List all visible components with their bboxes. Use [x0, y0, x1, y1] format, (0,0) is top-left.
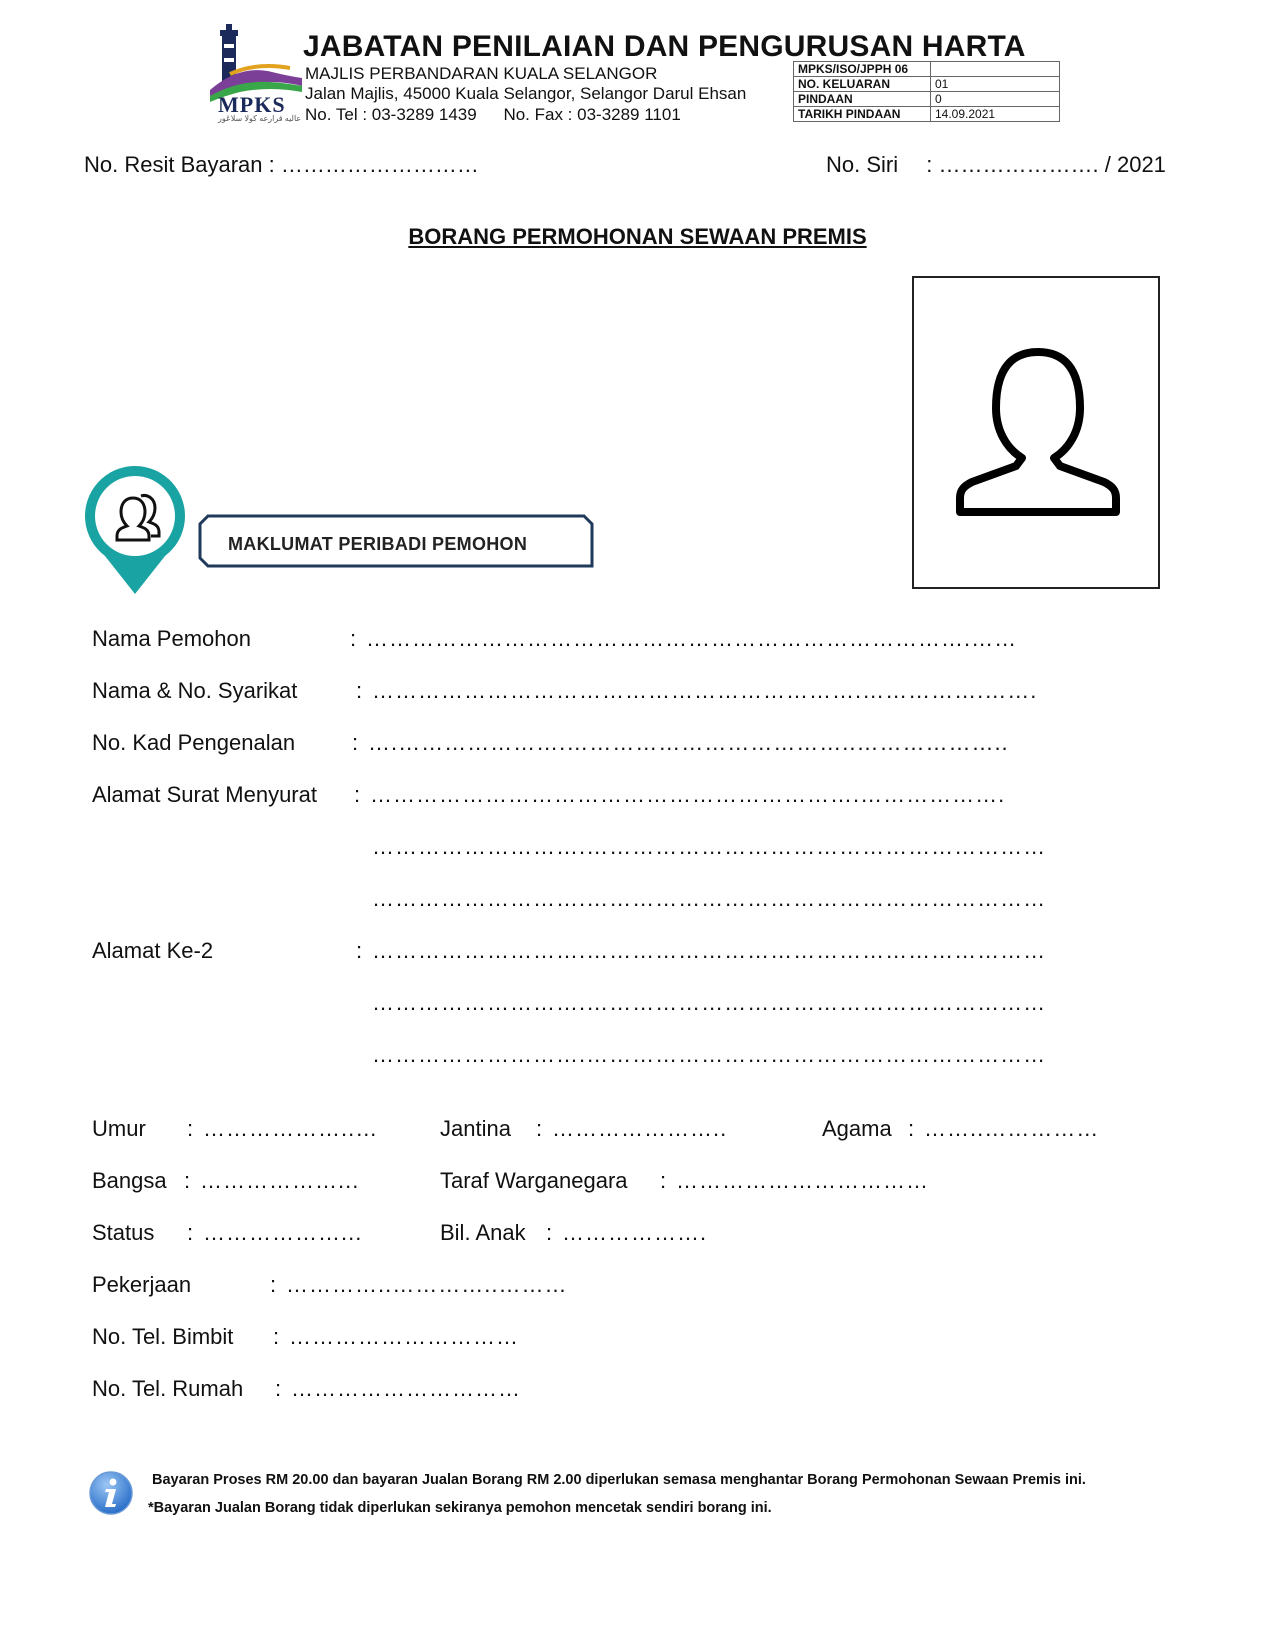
field-label: Nama & No. Syarikat — [92, 678, 298, 703]
serial-colon: : — [926, 152, 933, 177]
meta-key: TARIKH PINDAAN — [794, 107, 931, 122]
doc-code-blank — [931, 62, 1060, 77]
field-label: Bangsa — [92, 1168, 167, 1193]
field-input[interactable]: ……………………….…………………………………………………… — [372, 938, 1047, 963]
photo-box[interactable] — [912, 276, 1160, 589]
field-colon: : — [536, 1116, 543, 1141]
field-colon: : — [187, 1116, 194, 1141]
form-title: BORANG PERMOHONAN SEWAAN PREMIS — [408, 224, 867, 249]
field-colon: : — [275, 1376, 282, 1401]
field-input[interactable]: ……………………….…………………………………………………… — [372, 886, 1047, 911]
meta-value: 0 — [931, 92, 1060, 107]
table-row — [794, 107, 1060, 122]
serial-number-line[interactable] — [826, 152, 1166, 178]
field-colon: : — [184, 1168, 191, 1193]
field-input[interactable]: ……………………………………………………….………………. — [370, 782, 1006, 807]
section-title: MAKLUMAT PERIBADI PEMOHON — [228, 534, 528, 554]
meta-value: 14.09.2021 — [931, 107, 1060, 122]
doc-code: MPKS/ISO/JPPH 06 — [794, 62, 931, 77]
table-row — [794, 77, 1060, 92]
info-icon — [88, 1470, 134, 1521]
field-colon: : — [350, 626, 357, 651]
receipt-label: No. Resit Bayaran : — [84, 152, 275, 177]
field-input[interactable]: ………………. — [562, 1220, 708, 1245]
field-input[interactable]: ………………... — [200, 1168, 360, 1193]
field-label: Bil. Anak — [440, 1220, 526, 1245]
serial-year: / 2021 — [1104, 152, 1166, 177]
field-input[interactable]: ……………………….…………………………………………………… — [372, 990, 1047, 1015]
field-colon: : — [352, 730, 359, 755]
field-colon: : — [356, 938, 363, 963]
field-label: No. Tel. Rumah — [92, 1376, 244, 1401]
field-colon: : — [273, 1324, 280, 1349]
field-label: Nama Pemohon — [92, 626, 251, 651]
person-icon — [952, 348, 1124, 518]
council-name: MAJLIS PERBANDARAN KUALA SELANGOR — [305, 64, 658, 83]
field-input[interactable]: …………………………… — [676, 1168, 929, 1193]
field-label: Jantina — [440, 1116, 511, 1141]
field-input[interactable]: ………………... — [203, 1220, 363, 1245]
serial-label: No. Siri — [826, 152, 899, 177]
telephone-number: No. Tel : 03-3289 1439 — [305, 105, 477, 124]
department-name: JABATAN PENILAIAN DAN PENGURUSAN HARTA — [303, 30, 1026, 63]
contact-line — [305, 105, 703, 125]
document-control-table — [793, 61, 1060, 122]
field-input[interactable]: ………………..… — [203, 1116, 379, 1141]
user-pin-icon — [83, 466, 187, 601]
field-colon: : — [546, 1220, 553, 1245]
payment-note: Bayaran Proses RM 20.00 dan bayaran Jualan Borang RM 2.00 diperlukan semasa menghantar Borang Permohonan Sewaan Premis ini. — [152, 1472, 1086, 1488]
meta-value: 01 — [931, 77, 1060, 92]
field-label: Pekerjaan — [92, 1272, 192, 1297]
field-label: Taraf Warganegara — [440, 1168, 628, 1193]
field-input[interactable]: ……………………….…………………………………………………… — [372, 834, 1047, 859]
field-label: No. Kad Pengenalan — [92, 730, 296, 755]
field-input[interactable]: …………………………………………………………………….…… — [366, 626, 1018, 651]
field-input[interactable]: ……………………….…………………………………………………… — [372, 1042, 1047, 1067]
field-input[interactable]: ….………………….………………………………..……………….. — [368, 730, 1009, 755]
field-input[interactable]: ………………………… — [291, 1376, 521, 1401]
meta-key: PINDAAN — [794, 92, 931, 107]
field-colon: : — [356, 678, 363, 703]
field-input[interactable]: ………………….. — [552, 1116, 728, 1141]
field-label: Alamat Surat Menyurat — [92, 782, 317, 807]
field-label: No. Tel. Bimbit — [92, 1324, 234, 1349]
fax-number: No. Fax : 03-3289 1101 — [503, 105, 681, 124]
logo-subtext: عاليه قرارعه كولا سلاڠور — [218, 114, 302, 123]
field-colon: : — [354, 782, 361, 807]
field-input[interactable]: ………………………… — [289, 1324, 519, 1349]
table-row — [794, 92, 1060, 107]
field-colon: : — [270, 1272, 277, 1297]
field-input[interactable]: …………..…………..……… — [286, 1272, 568, 1297]
field-colon: : — [660, 1168, 667, 1193]
council-address: Jalan Majlis, 45000 Kuala Selangor, Selangor Darul Ehsan — [305, 84, 747, 103]
field-input[interactable]: ……..…………… — [924, 1116, 1100, 1141]
field-colon: : — [187, 1220, 194, 1245]
field-label: Umur — [92, 1116, 146, 1141]
section-label-box — [198, 513, 598, 574]
receipt-number-line[interactable] — [84, 152, 479, 178]
field-label: Agama — [822, 1116, 892, 1141]
meta-key: NO. KELUARAN — [794, 77, 931, 92]
doc-code-row — [794, 62, 1060, 77]
field-label: Status — [92, 1220, 155, 1245]
logo-text: MPKS — [218, 92, 286, 117]
field-label: Alamat Ke-2 — [92, 938, 214, 963]
serial-dots[interactable]: …………………. — [938, 152, 1099, 177]
field-colon: : — [908, 1116, 915, 1141]
payment-footnote: *Bayaran Jualan Borang tidak diperlukan sekiranya pemohon mencetak sendiri borang ini. — [148, 1500, 772, 1516]
receipt-dots[interactable]: ……………………… — [280, 152, 479, 177]
field-input[interactable]: ……………………………………………………….…………….……. — [372, 678, 1038, 703]
